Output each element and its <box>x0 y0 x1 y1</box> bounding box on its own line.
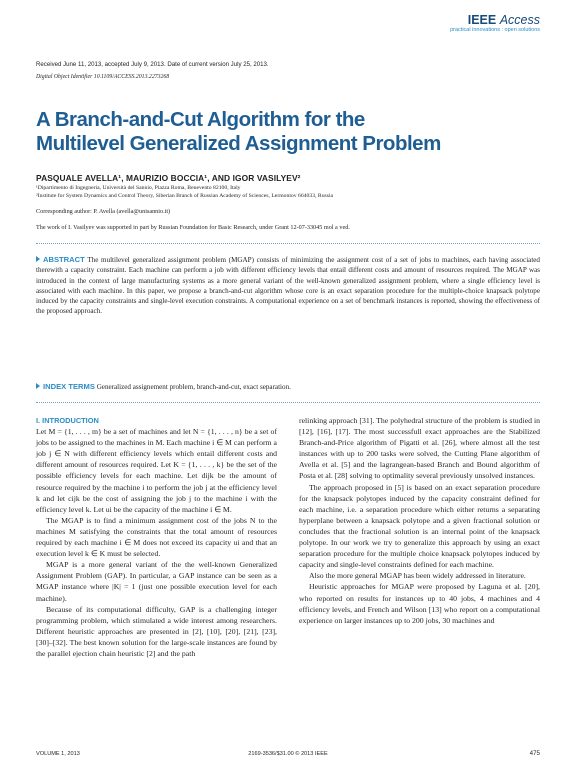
ieee-access-logo <box>450 14 540 34</box>
title-line-1: A Branch-and-Cut Algorithm for the <box>36 108 365 131</box>
logo-brand: IEEE <box>467 13 497 27</box>
authors: PASQUALE AVELLA¹, MAURIZIO BOCCIA¹, AND IGOR VASILYEV² <box>36 173 301 183</box>
paragraph: The MGAP is to find a minimum assignment cost of the jobs N to the machines M satisfying the constraints that the total amount of resources required by each machine i ∈ M does not exceed its capacity ui and that an execution level k ∈ K must be selected. <box>36 515 277 559</box>
footer-volume: VOLUME 1, 2013 <box>36 751 80 757</box>
divider-top <box>36 243 540 244</box>
doi: Digital Object Identifier 10.1109/ACCESS.2013.2273268 <box>36 74 170 80</box>
funding-note: The work of I. Vasilyev was supported in part by Russian Foundation for Basic Research, under Grant 12-07-33045 mol a ved. <box>36 224 350 231</box>
paragraph: MGAP is a more general variant of the the well-known Generalized Assignment Problem (GAP). In particular, a GAP instance can be seen as a MGAP instance where |K| = 1 (just one possible execution level for each machine). <box>36 560 277 603</box>
body-column-left <box>36 415 277 659</box>
footer-copyright: 2169-3536/$31.00 © 2013 IEEE <box>248 751 328 757</box>
abstract-text: The multilevel generalized assignment problem (MGAP) consists of minimizing the assignment cost of a set of jobs to machines, each having associated therewith a capacity constraint. Each machine can perform a job with different efficiency levels that entail different costs and amount of resources required. The MGAP was introduced in the context of large manufacturing systems as a more general variant of the well-known generalized assignment problem, where a single efficiency level is associated with each machine. In this paper, we propose a branch-and-cut algorithm whose core is an exact separation procedure for the multiple-choice knapsack polytope induced by the capacity constraints and single-level execution constraints. A computational experience on a set of benchmark instances is reported, showing the effectiveness of the proposed approach. <box>36 256 540 316</box>
page-number: 475 <box>529 750 540 757</box>
paper-title <box>36 108 466 156</box>
logo-product: Access <box>499 13 540 27</box>
triangle-icon <box>36 256 40 262</box>
index-terms <box>36 382 540 392</box>
paragraph: Let M = {1, . . . , m} be a set of machines and let N = {1, . . . , n} be a set of jobs to be assigned to the machines in M. Each machine i ∈ M can perform a job j ∈ N with different efficiency levels which entail different costs and different amount of resources required. Let K = {1, . . . , k} be the set of the possible efficiency levels for each machine. Let dijk be the amount of resource required by the machine i to perform the job j at the efficiency level k and let cijk be the cost of assigning the job j to the machine i with the efficiency level k. Let ui be the capacity of the machine i ∈ M. <box>36 427 277 514</box>
affiliation-1: ¹Dipartimento di Ingegneria, Università del Sannio, Piazza Roma, Benevento 82100, Italy <box>36 185 241 191</box>
corresponding-author: Corresponding author: P. Avella (avella@unisannio.it) <box>36 208 171 215</box>
title-line-2: Multilevel Generalized Assignment Problem <box>36 132 441 155</box>
page-footer <box>36 749 540 759</box>
divider-bottom <box>36 402 540 403</box>
abstract <box>36 255 540 317</box>
abstract-label: ABSTRACT <box>43 255 85 264</box>
section-heading: I. INTRODUCTION <box>36 416 99 425</box>
paragraph: Because of its computational difficulty, GAP is a challenging integer programming problem, which stimulated a wide interest among researchers. Different heuristic approaches are presented in [2], [10], [20], [21], [23], [30]–[32]. The best known solution for the large-scale instances are found by the parallel ejection chain heuristic [2] and the path <box>36 604 277 658</box>
triangle-icon <box>36 383 40 389</box>
index-terms-text: Generalized assignement problem, branch-and-cut, exact separation. <box>96 383 291 391</box>
paragraph: Also the more general MGAP has been widely addressed in literature. <box>309 571 526 581</box>
body-column-right <box>299 415 540 626</box>
paragraph: Heuristic approaches for MGAP were proposed by Laguna et al. [20], who reported on results for instances up to 40 jobs, 4 machines and 4 efficiency levels, and French and Wilson [13] who report on a computational experience on larger instances up to 200 jobs, 30 machines and <box>299 582 540 625</box>
received-dates: Received June 11, 2013, accepted July 9, 2013. Date of current version July 25, 2013. <box>36 61 269 68</box>
paragraph: The approach proposed in [5] is based on an exact separation procedure for the knapsack polytopes induced by the capacity constraint defined for each machine, i.e. a separation procedure which either returns a separating hyperplane between a knapsack polytope and a given fractional solution or concludes that the fractional solution is an internal point of the knapsack polytope. In our work we try to generalize this approach by using an exact separation procedure for the multiple choice knapsack polytopes induced by capacity and single-level constraints defined for each machine. <box>299 482 540 570</box>
logo-tagline: practical innovations : open solutions <box>450 27 540 33</box>
paragraph: relinking approach [31]. The polyhedral structure of the problem is studied in [12], [16], [17]. The most successfull exact approaches are the Stabilized Branch-and-Price algorithm of Pigatti et al. [26], where almost all the test instances with up to 200 tasks were solved, the Cutting Plane algorithm of Avella et al. [5] and the lagrangean-based Branch and Bound algorithm of Posta et al. [28] solving to optimality several previously unsolved instances. <box>299 416 540 481</box>
affiliation-2: ²Institute for System Dynamics and Control Theory, Siberian Branch of Russian Academy of Sciences, Lermontov 664033, Russia <box>36 193 334 199</box>
index-terms-label: INDEX TERMS <box>43 382 95 391</box>
